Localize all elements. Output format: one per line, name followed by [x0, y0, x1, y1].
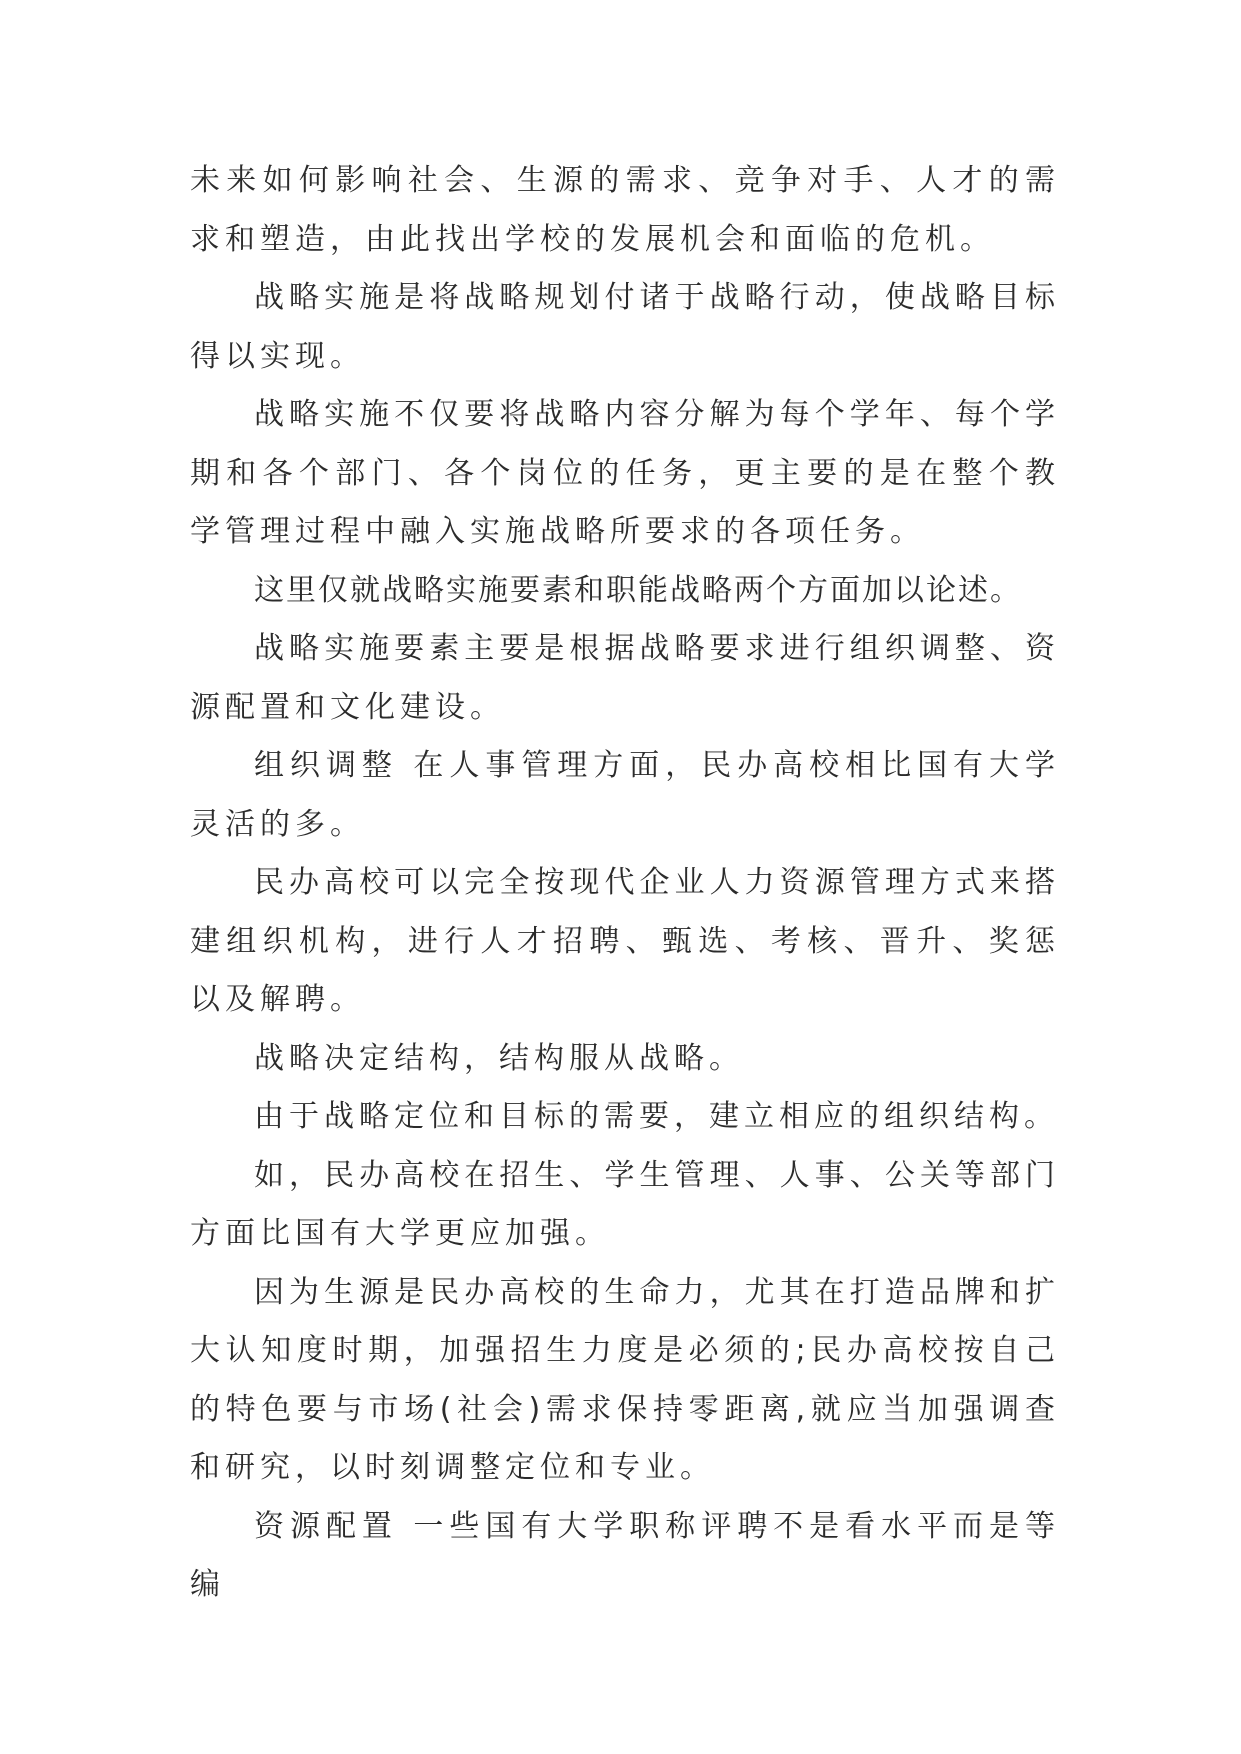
paragraph: 战略实施是将战略规划付诸于战略行动，使战略目标得以实现。 [190, 280, 1060, 374]
paragraph: 资源配置 一些国有大学职称评聘不是看水平而是等编 [190, 1508, 1060, 1602]
paragraph: 民办高校可以完全按现代企业人力资源管理方式来搭建组织机构，进行人才招聘、甄选、考核、晋升、奖惩以及解聘。 [190, 865, 1060, 1017]
paragraph: 战略实施不仅要将战略内容分解为每个学年、每个学期和各个部门、各个岗位的任务，更主要的是在整个教学管理过程中融入实施战略所要求的各项任务。 [190, 397, 1060, 549]
paragraph: 这里仅就战略实施要素和职能战略两个方面加以论述。 [254, 572, 1022, 608]
paragraph: 组织调整 在人事管理方面，民办高校相比国有大学灵活的多。 [190, 748, 1060, 842]
document-body [190, 152, 1060, 1615]
paragraph: 战略决定结构，结构服从战略。 [254, 1040, 744, 1076]
paragraph: 如，民办高校在招生、学生管理、人事、公关等部门方面比国有大学更应加强。 [190, 1157, 1060, 1251]
paragraph: 战略实施要素主要是根据战略要求进行组织调整、资源配置和文化建设。 [190, 631, 1060, 725]
paragraph: 由于战略定位和目标的需要，建立相应的组织结构。 [254, 1099, 1059, 1134]
paragraph: 未来如何影响社会、生源的需求、竞争对手、人才的需求和塑造，由此找出学校的发展机会和面临的危机。 [190, 163, 1060, 257]
paragraph: 因为生源是民办高校的生命力，尤其在打造品牌和扩大认知度时期，加强招生力度是必须的;民办高校按自己的特色要与市场(社会)需求保持零距离,就应当加强调查和研究，以时刻调整定位和专业。 [190, 1274, 1060, 1485]
